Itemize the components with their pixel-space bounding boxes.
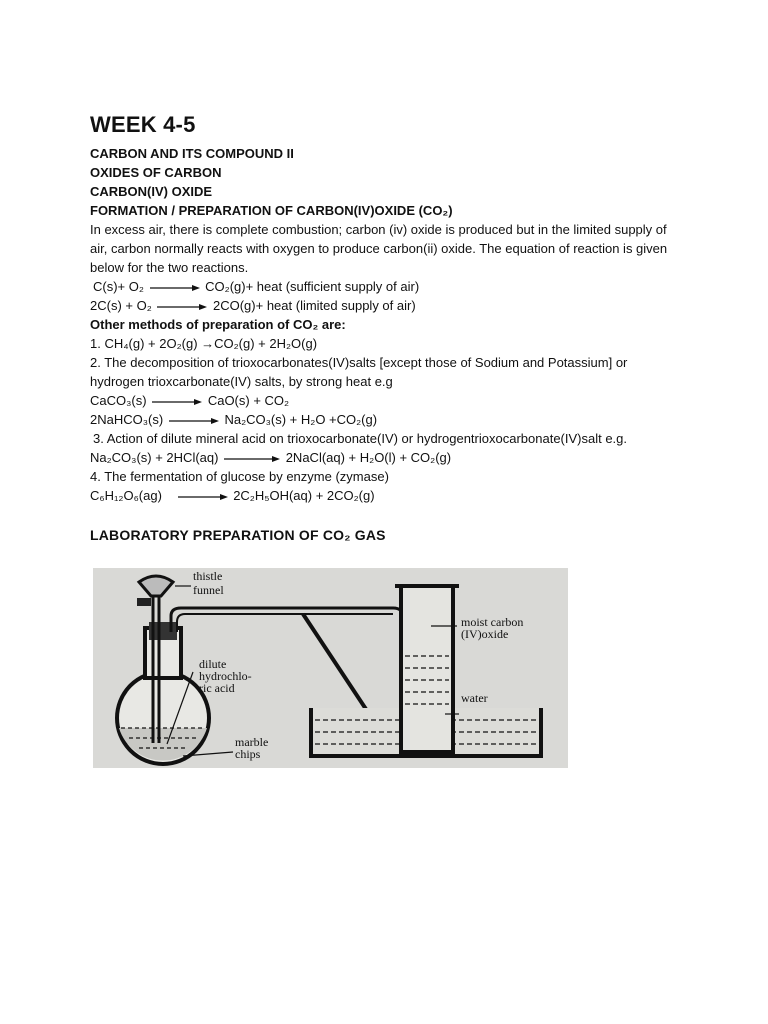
equation-1-left: C(s)+ O₂ [93,279,144,294]
equation-6 [90,486,690,505]
apparatus-figure [93,568,568,768]
equation-5 [90,448,690,467]
equation-4-left: 2NaHCO₃(s) [90,412,164,427]
document-page [90,112,690,543]
method-2: 2. The decomposition of trioxocarbonates(IV)salts [except those of Sodium and Potassium] or hydrogen trioxcarbonate(IV) salts, by strong heat e.g [90,355,628,389]
label-dilute: dilute [199,657,227,671]
method-1: 1. CH₄(g) + 2O₂(g) →CO₂(g) + 2H₂O(g) [90,336,318,351]
arrow-icon [224,455,280,463]
label-water: water [461,691,488,705]
arrow-icon [157,303,207,311]
equation-1 [90,277,690,296]
intro-paragraph: In excess air, there is complete combustion; carbon (iv) oxide is produced but in the limited supply of air, carbon normally reacts with oxygen to produce carbon(ii) oxide. The equation of reaction is given below for the two reactions. [90,222,668,275]
equation-2-left: 2C(s) + O₂ [90,298,152,313]
arrow-icon [152,398,202,406]
method-3: 3. Action of dilute mineral acid on trioxocarbonate(IV) or hydrogentrioxocarbonate(IV)salt e.g. [93,431,628,446]
apparatus-diagram [93,568,568,768]
label-ric-acid: ric acid [199,681,235,695]
label-iv-oxide: (IV)oxide [461,627,509,641]
equation-4-right: Na₂CO₃(s) + H₂O +CO₂(g) [224,412,378,427]
method-4: 4. The fermentation of glucose by enzyme (zymase) [90,469,389,484]
equation-2-right: 2CO(g)+ heat (limited supply of air) [213,298,416,313]
equation-4 [90,410,690,429]
gas-jar [401,586,453,752]
label-moist-carbon: moist carbon [461,615,524,629]
arrow-icon [150,284,200,292]
equation-6-right: 2C₂H₅OH(aq) + 2CO₂(g) [233,488,375,503]
heading-carbon-iv-oxide: CARBON(IV) OXIDE [90,184,213,199]
equation-5-right: 2NaCl(aq) + H₂O(l) + CO₂(g) [285,450,452,465]
heading-carbon-compound: CARBON AND ITS COMPOUND II [90,146,294,161]
equation-5-left: Na₂CO₃(s) + 2HCl(aq) [90,450,219,465]
label-funnel: funnel [193,583,224,597]
equation-1-right: CO₂(g)+ heat (sufficient supply of air) [205,279,420,294]
heading-oxides: OXIDES OF CARBON [90,165,222,180]
equation-6-left: C₆H₁₂O₆(ag) [90,488,162,503]
other-methods-heading: Other methods of preparation of CO₂ are: [90,317,346,332]
equation-3-left: CaCO₃(s) [90,393,147,408]
label-hydrochlo: hydrochlo- [199,669,252,683]
arrow-icon [178,493,228,501]
label-chips: chips [235,747,261,761]
week-title: WEEK 4-5 [90,112,196,137]
equation-2 [90,296,690,315]
equation-3-right: CaO(s) + CO₂ [207,393,290,408]
label-thistle: thistle [193,569,223,583]
label-marble: marble [235,735,269,749]
arrow-icon [169,417,219,425]
heading-formation: FORMATION / PREPARATION OF CARBON(IV)OXIDE (CO₂) [90,203,453,218]
equation-3 [90,391,690,410]
lab-preparation-heading: LABORATORY PREPARATION OF CO₂ GAS [90,527,386,543]
